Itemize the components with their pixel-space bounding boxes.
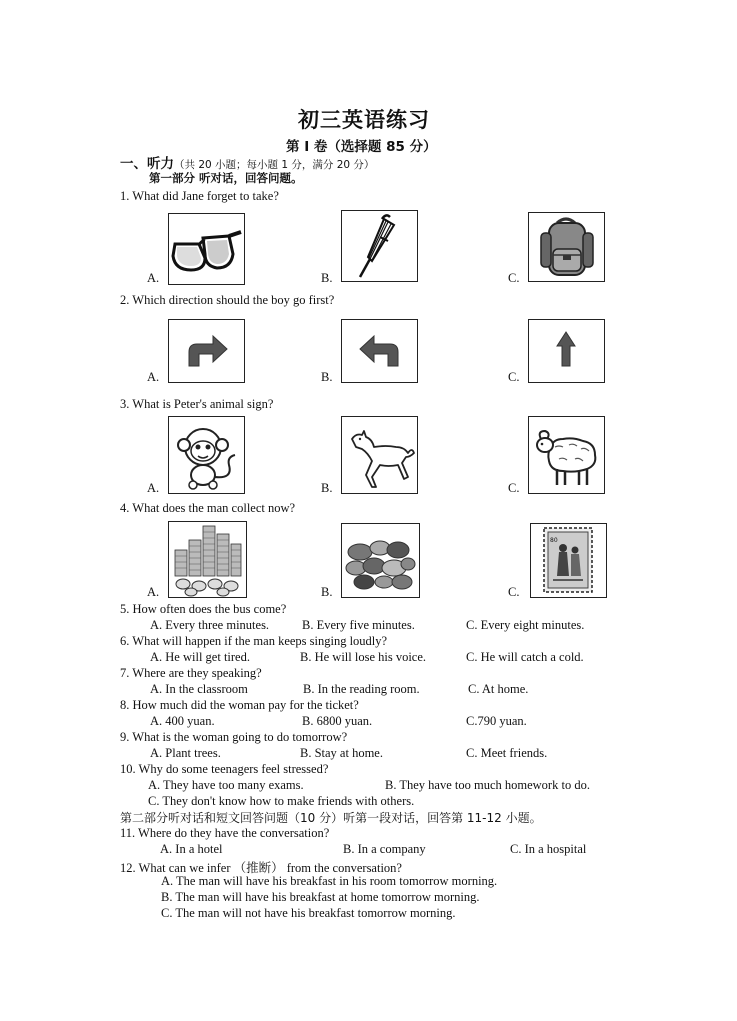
option-a[interactable]: A. Plant trees. <box>150 746 221 760</box>
question-4: 4. What does the man collect now? <box>120 501 296 515</box>
question-8: 8. How much did the woman pay for the ticket? <box>120 698 359 712</box>
option-a[interactable]: A. He will get tired. <box>150 650 250 664</box>
option-label[interactable]: C. <box>508 585 520 599</box>
option-b[interactable]: B. They have too much homework to do. <box>385 778 590 792</box>
option-a[interactable]: A. In the classroom <box>150 682 248 696</box>
option-label[interactable]: A. <box>147 370 160 384</box>
option-b[interactable]: B. In the reading room. <box>303 682 420 696</box>
paper-subtitle: 第 I 卷（选择题 85 分） <box>286 139 437 155</box>
turn-left-arrow-icon[interactable] <box>341 319 418 383</box>
question-3: 3. What is Peter's animal sign? <box>120 397 274 411</box>
horse-icon[interactable] <box>341 416 418 494</box>
option-c[interactable]: C. In a hospital <box>510 842 587 856</box>
question-1: 1. What did Jane forget to take? <box>120 189 279 203</box>
option-label[interactable]: B. <box>321 271 333 285</box>
option-c[interactable]: C. The man will not have his breakfast tomorrow morning. <box>161 906 456 920</box>
option-label[interactable]: C. <box>508 271 520 285</box>
question-6: 6. What will happen if the man keeps singing loudly? <box>120 634 388 648</box>
page-title: 初三英语练习 <box>298 108 430 132</box>
option-c[interactable]: C. They don't know how to make friends with others. <box>148 794 415 808</box>
section-note: （共 20 小题；每小题 1 分，满分 20 分） <box>174 159 375 171</box>
option-b[interactable]: B. Stay at home. <box>300 746 383 760</box>
backpack-icon[interactable] <box>528 212 605 282</box>
option-label[interactable]: A. <box>147 585 160 599</box>
option-b[interactable]: B. In a company <box>343 842 426 856</box>
option-b[interactable]: B. The man will have his breakfast at home tomorrow morning. <box>161 890 480 904</box>
stamp-icon[interactable] <box>530 523 607 598</box>
option-b[interactable]: B. Every five minutes. <box>302 618 415 632</box>
option-a[interactable]: A. They have too many exams. <box>148 778 304 792</box>
question-11: 11. Where do they have the conversation? <box>120 826 330 840</box>
option-b[interactable]: B. He will lose his voice. <box>300 650 427 664</box>
monkey-icon[interactable] <box>168 416 245 494</box>
option-c[interactable]: C. He will catch a cold. <box>466 650 584 664</box>
question-12: 12. What can we infer （推断） from the conversation? <box>120 861 402 875</box>
option-label[interactable]: B. <box>321 585 333 599</box>
question-2: 2. Which direction should the boy go first? <box>120 293 335 307</box>
option-a[interactable]: A. 400 yuan. <box>150 714 215 728</box>
part-two-heading: 第二部分听对话和短文回答问题（10 分）听第一段对话，回答第 11-12 小题。 <box>120 811 542 825</box>
option-label[interactable]: B. <box>321 370 333 384</box>
option-c[interactable]: C. At home. <box>468 682 529 696</box>
question-5: 5. How often does the bus come? <box>120 602 287 616</box>
option-label[interactable]: C. <box>508 481 520 495</box>
question-10: 10. Why do some teenagers feel stressed? <box>120 762 329 776</box>
option-a[interactable]: A. The man will have his breakfast in his room tomorrow morning. <box>161 874 498 888</box>
option-c[interactable]: C. Every eight minutes. <box>466 618 585 632</box>
option-a[interactable]: A. In a hotel <box>160 842 223 856</box>
part-one-heading: 第一部分 听对话，回答问题。 <box>149 171 303 185</box>
straight-arrow-icon[interactable] <box>528 319 605 383</box>
turn-right-arrow-icon[interactable] <box>168 319 245 383</box>
option-label[interactable]: A. <box>147 481 160 495</box>
option-label[interactable]: B. <box>321 481 333 495</box>
sheep-icon[interactable] <box>528 416 605 494</box>
option-b[interactable]: B. 6800 yuan. <box>302 714 373 728</box>
sunglasses-icon[interactable] <box>168 213 245 285</box>
option-label[interactable]: C. <box>508 370 520 384</box>
option-a[interactable]: A. Every three minutes. <box>150 618 270 632</box>
section-title: 一、听力 <box>120 156 174 172</box>
option-c[interactable]: C. Meet friends. <box>466 746 548 760</box>
stones-icon[interactable] <box>341 523 420 598</box>
option-label[interactable]: A. <box>147 271 160 285</box>
option-c[interactable]: C.790 yuan. <box>466 714 527 728</box>
coins-icon[interactable] <box>168 521 247 598</box>
question-7: 7. Where are they speaking? <box>120 666 262 680</box>
question-9: 9. What is the woman going to do tomorrow? <box>120 730 348 744</box>
stamp-value: 80 <box>550 537 558 544</box>
umbrella-icon[interactable] <box>341 210 418 282</box>
